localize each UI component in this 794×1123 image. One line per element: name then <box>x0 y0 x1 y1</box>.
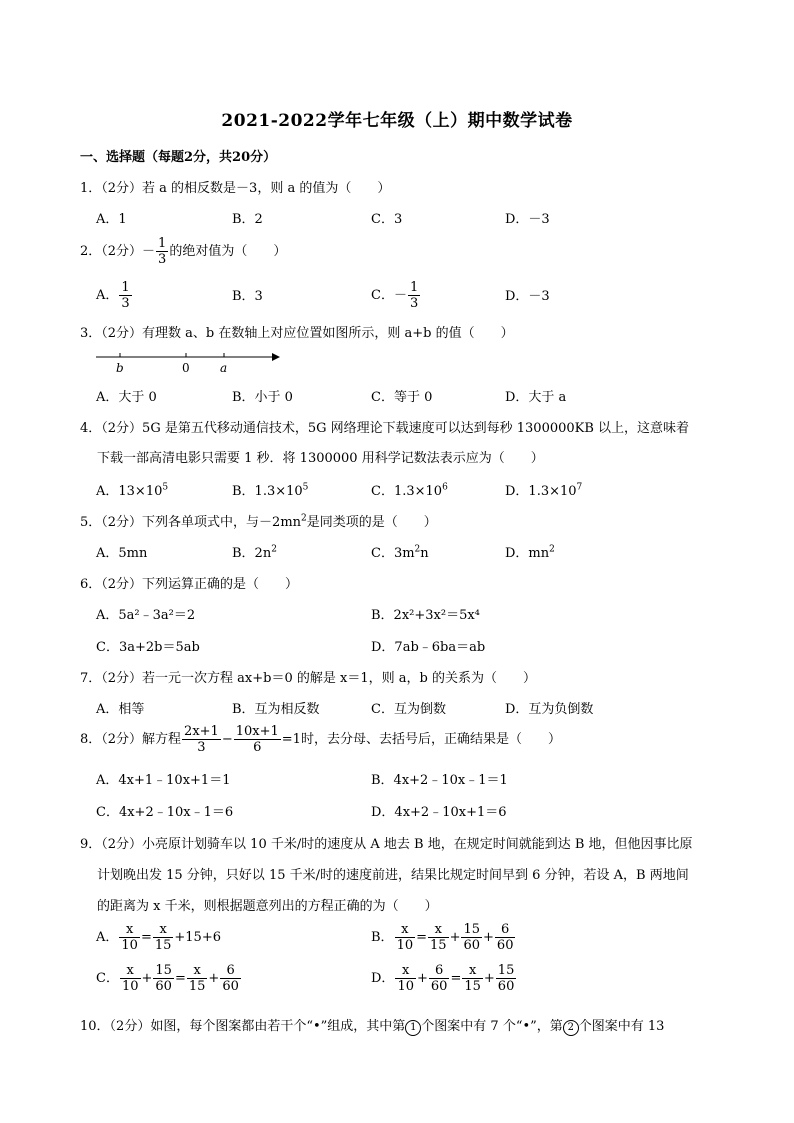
q9-c-f4-den: 60 <box>222 979 239 994</box>
q2-option-b: B．3 <box>232 289 263 304</box>
q9-b-f3 <box>461 922 482 953</box>
q9-b-f4-num: 6 <box>495 922 516 938</box>
q4-a-exp: 5 <box>162 482 169 493</box>
q8-option-d: D．4x+2﹣10x+1＝6 <box>371 805 507 820</box>
q5-c-tail: n <box>420 546 429 561</box>
q8-frac-1-num: 2x+1 <box>184 724 219 739</box>
q9-b-f3-den: 60 <box>463 938 481 953</box>
q5-c-exp: 2 <box>414 544 421 555</box>
question-9-line-1: 9．（2分）小亮原计划骑车以 10 千米/时的速度从 A 地去 B 地，在规定时间就能到达 B 地，但他因事比原 <box>80 837 693 852</box>
q9-option-c: C． $\frac{x}{10}$ + $\frac{15}{60}$ = $\frac{x}{15}$ + $\frac{6}{60}$ <box>96 963 239 994</box>
q9-c-f3 <box>187 963 208 994</box>
q4-option-c <box>371 480 448 499</box>
q9-d-f2 <box>429 963 450 994</box>
q9-a-label: A． <box>96 930 119 945</box>
q10-part-3: 个图案中有 13 <box>578 1019 665 1034</box>
page-title: 2021-2022学年七年级（上）期中数学试卷 <box>221 111 573 131</box>
q9-a-f2 <box>153 922 174 953</box>
q9-d-label: D． <box>371 971 395 986</box>
q2-frac-den: 3 <box>158 252 167 267</box>
question-7: 7．（2分）若一元一次方程 ax+b＝0 的解是 x＝1，则 a，b 的关系为（ ） <box>80 671 536 686</box>
q2-c-num: 1 <box>409 280 419 295</box>
q5-prefix: 5．（2分）下列各单项式中，与－2mn <box>80 515 302 530</box>
q2-fraction <box>156 236 168 267</box>
q6-option-c: C．3a+2b＝5ab <box>96 640 200 655</box>
q5-exp: 2 <box>301 513 307 524</box>
q8-frac-2 <box>234 724 281 755</box>
question-6: 6．（2分）下列运算正确的是（ ） <box>80 577 299 592</box>
q9-c-f2 <box>153 963 174 994</box>
q5-d-exp: 2 <box>549 544 555 555</box>
q2-option-d: D．－3 <box>505 289 550 304</box>
q8-frac-1 <box>182 724 221 755</box>
q9-d-f1 <box>395 963 416 994</box>
q5-d-text: D．mn <box>505 546 550 561</box>
q7-option-d: D．互为负倒数 <box>505 702 594 717</box>
q5-option-d <box>505 542 555 561</box>
q2-c-label: C．－ <box>371 288 407 303</box>
q5-option-c <box>371 542 429 561</box>
q9-d-f3-den: 15 <box>464 979 481 994</box>
q9-c-f2-den: 60 <box>155 979 172 994</box>
circled-number-1: 1 <box>405 1020 421 1036</box>
q9-c-f4 <box>220 963 241 994</box>
q6-option-b: B．2x²+3x²＝5x⁴ <box>371 608 480 623</box>
section-heading: 一、选择题（每题2分，共20分） <box>80 150 277 165</box>
q8-option-c: C．4x+2﹣10x﹣1＝6 <box>96 805 234 820</box>
q2-option-c <box>371 280 421 311</box>
q9-a-f1-num: x <box>119 922 140 938</box>
q2-prefix: 2．（2分）－ <box>80 244 156 259</box>
q9-d-f2-den: 60 <box>430 979 448 994</box>
question-10 <box>80 1015 664 1036</box>
question-1: 1．（2分）若 a 的相反数是－3，则 a 的值为（ ） <box>80 181 391 196</box>
q2-c-den: 3 <box>409 296 419 311</box>
q8-option-a: A．4x+1﹣10x+1＝1 <box>96 773 231 788</box>
q9-b-f1-num: x <box>395 922 416 938</box>
q9-a-f2-den: 15 <box>154 938 172 953</box>
number-line-zero-label: 0 <box>182 361 190 375</box>
q2-option-a <box>96 280 133 311</box>
q8-frac-2-den: 6 <box>253 740 262 755</box>
q9-c-f1-num: x <box>120 963 141 979</box>
q5-option-a: A．5mn <box>96 546 148 561</box>
q1-option-b: B．2 <box>232 212 263 227</box>
q3-option-a: A．大于 0 <box>96 390 157 405</box>
number-line <box>94 348 284 376</box>
q9-d-f4-den: 60 <box>497 979 515 994</box>
q9-c-f3-den: 15 <box>188 979 206 994</box>
q2-a-den: 3 <box>121 296 130 311</box>
q9-d-f4-num: 15 <box>497 963 515 978</box>
q2-a-num: 1 <box>121 280 130 295</box>
q4-option-d <box>505 480 582 499</box>
q7-option-a: A．相等 <box>96 702 145 717</box>
q9-b-f4-den: 60 <box>496 938 514 953</box>
q8-option-b: B．4x+2﹣10x﹣1＝1 <box>371 773 508 788</box>
q4-c-exp: 6 <box>442 482 448 493</box>
q6-option-a: A．5a²﹣3a²＝2 <box>96 608 196 623</box>
q9-c-f1-den: 10 <box>121 979 139 994</box>
q5-b-text: B．2n <box>232 546 272 561</box>
q1-option-c: C．3 <box>371 212 403 227</box>
q5-b-exp: 2 <box>271 544 277 555</box>
number-line-a-label: a <box>220 361 228 375</box>
question-2 <box>80 236 286 267</box>
question-4-line-2: 下载一部高清电影只需要 1 秒．将 1300000 用科学记数法表示应为（ ） <box>97 451 544 466</box>
q3-option-b: B．小于 0 <box>232 390 293 405</box>
q8-minus: − <box>221 732 233 747</box>
question-5 <box>80 511 437 530</box>
q9-b-f2-den: 15 <box>430 938 447 953</box>
q9-a-f1 <box>119 922 140 953</box>
q4-a-base: A．13×10 <box>96 484 163 499</box>
q4-b-exp: 5 <box>302 482 309 493</box>
q9-a-f2-num: x <box>153 922 174 938</box>
q9-c-f4-num: 6 <box>220 963 241 979</box>
q8-suffix: =1时，去分母、去括号后，正确结果是（ ） <box>281 732 561 747</box>
q2-suffix: 的绝对值为（ ） <box>169 244 287 259</box>
q9-d-f4 <box>496 963 517 994</box>
q2-frac-num: 1 <box>158 236 167 251</box>
q9-b-f4 <box>495 922 516 953</box>
q9-b-f2-num: x <box>428 922 449 938</box>
q1-option-a: A．1 <box>96 212 127 227</box>
q2-c-frac <box>408 280 420 311</box>
q5-c-text: C．3m <box>371 546 415 561</box>
q2-a-label: A． <box>96 288 119 303</box>
q9-b-f1-den: 10 <box>396 938 414 953</box>
question-4-line-1: 4．（2分）5G 是第五代移动通信技术，5G 网络理论下载速度可以达到每秒 1300000KB 以上，这意味着 <box>80 421 690 436</box>
q3-option-c: C．等于 0 <box>371 390 433 405</box>
q9-a-tail: +15+6 <box>174 930 221 945</box>
question-9-line-3: 的距离为 x 千米，则根据题意列出的方程正确的为（ ） <box>97 899 438 914</box>
q9-d-f1-num: x <box>395 963 416 979</box>
question-9-line-2: 计划晚出发 15 分钟，只好以 15 千米/时的速度前进，结果比规定时间早到 6 分钟，若设 A，B 两地间 <box>97 868 689 883</box>
q3-option-d: D．大于 a <box>505 390 567 405</box>
q1-option-d: D．－3 <box>505 212 550 227</box>
q5-option-b <box>232 542 277 561</box>
q4-option-b <box>232 480 308 499</box>
q9-b-f1 <box>395 922 416 953</box>
q9-option-b: B． $\frac{x}{10}$ = $\frac{x}{15}$ + $\frac{15}{60}$ + $\frac{6}{60}$ <box>371 922 514 953</box>
question-8 <box>80 724 561 755</box>
q4-b-base: B．1.3×10 <box>232 484 303 499</box>
number-line-b-label: b <box>116 361 124 375</box>
q9-option-a: A． $\frac{x}{10}$ = $\frac{x}{15}$ +15+6 <box>96 922 221 953</box>
circled-number-2: 2 <box>563 1020 579 1036</box>
q9-c-f3-num: x <box>187 963 208 979</box>
q9-d-f3-num: x <box>462 963 483 979</box>
q2-a-frac <box>119 280 131 311</box>
question-3: 3．（2分）有理数 a、b 在数轴上对应位置如图所示，则 a+b 的值（ ） <box>80 326 514 341</box>
q5-suffix: 是同类项的是（ ） <box>306 515 437 530</box>
q10-part-2: 个图案中有 7 个“•”，第 <box>421 1019 563 1034</box>
q4-d-exp: 7 <box>576 482 583 493</box>
q9-a-f1-den: 10 <box>121 938 138 953</box>
q9-b-label: B． <box>371 930 394 945</box>
q9-b-f2 <box>428 922 449 953</box>
q8-prefix: 8．（2分）解方程 <box>80 732 182 747</box>
q9-d-f3 <box>462 963 483 994</box>
q4-d-base: D．1.3×10 <box>505 484 577 499</box>
q7-option-c: C．互为倒数 <box>371 702 446 717</box>
q6-option-d: D．7ab﹣6ba＝ab <box>371 640 486 655</box>
q4-option-a <box>96 480 168 499</box>
q8-frac-2-num: 10x+1 <box>235 724 279 739</box>
q10-part-1: 10．（2分）如图，每个图案都由若干个“•”组成，其中第 <box>80 1019 406 1034</box>
q9-d-f2-num: 6 <box>429 963 450 979</box>
q9-c-label: C． <box>96 971 119 986</box>
q9-b-f3-num: 15 <box>463 922 481 937</box>
q9-d-f1-den: 10 <box>397 979 414 994</box>
q9-option-d: D． $\frac{x}{10}$ + $\frac{6}{60}$ = $\frac{x}{15}$ + $\frac{15}{60}$ <box>371 963 515 994</box>
q7-option-b: B．互为相反数 <box>232 702 320 717</box>
q8-frac-1-den: 3 <box>197 740 206 755</box>
q9-c-f1 <box>120 963 141 994</box>
q9-c-f2-num: 15 <box>155 963 172 978</box>
q4-c-base: C．1.3×10 <box>371 484 443 499</box>
